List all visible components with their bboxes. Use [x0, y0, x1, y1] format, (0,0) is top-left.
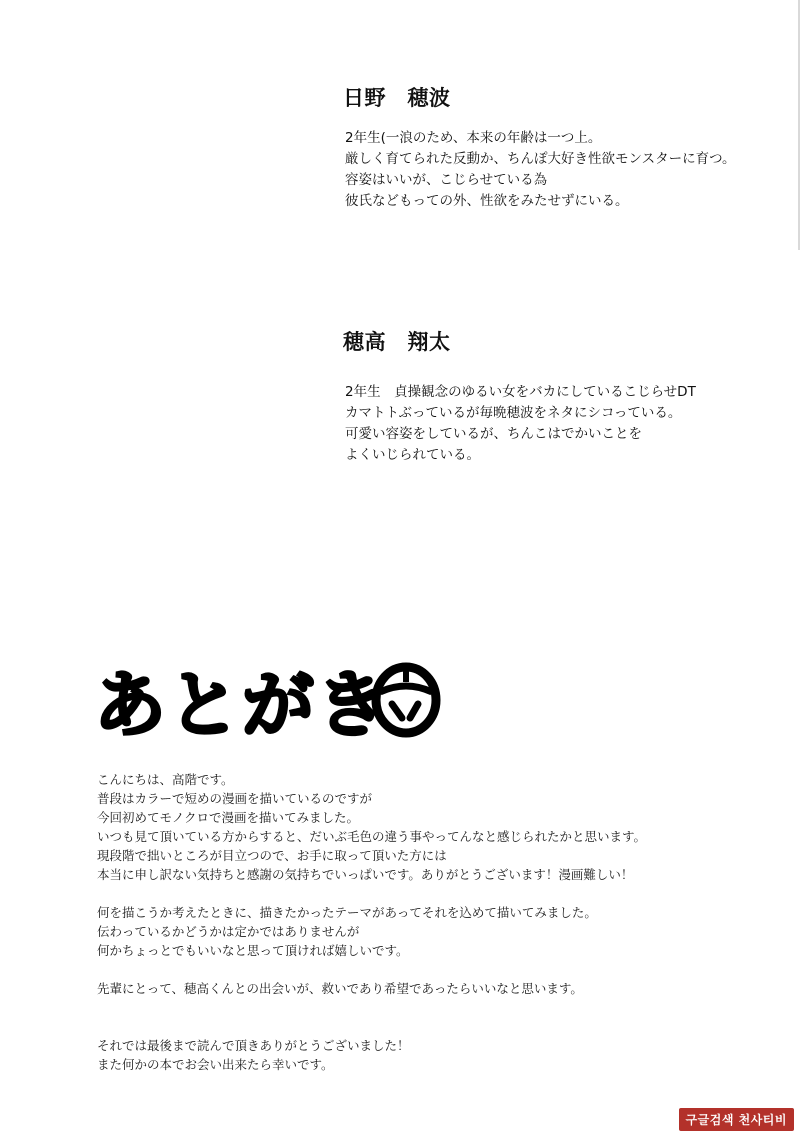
description-line: 2年生 貞操観念のゆるい女をバカにしているこじらせDT — [345, 384, 696, 400]
character-description-shouta — [345, 382, 696, 466]
description-line: 彼氏などもっての外、性欲をみたせずにいる。 — [345, 193, 629, 209]
afterword-line — [97, 960, 646, 979]
afterword-line: 伝わっているかどうかは定かではありませんが — [97, 924, 360, 939]
afterword-title-handwritten — [88, 652, 448, 752]
description-line: よくいじられている。 — [345, 447, 480, 463]
afterword-line — [97, 884, 646, 903]
afterword-line: 何を描こうか考えたときに、描きたかったテーマがあってそれを込めて描いてみました。 — [97, 905, 597, 920]
description-line: カマトトぶっているが毎晩穂波をネタにシコっている。 — [345, 405, 682, 421]
afterword-line: それでは最後まで読んで頂きありがとうございました！ — [97, 1038, 410, 1053]
afterword-line: 何かちょっとでもいいなと思って頂ければ嬉しいです。 — [97, 943, 409, 958]
afterword-line: 先輩にとって、穂高くんとの出会いが、救いであり希望であったらいいなと思います。 — [97, 981, 583, 996]
afterword-body — [97, 770, 646, 1074]
afterword-title-text: あとがき — [94, 663, 391, 747]
character-name-shouta: 穂高 翔太 — [343, 330, 451, 354]
afterword-line: 普段はカラーで短めの漫画を描いているのですが — [97, 791, 373, 806]
watermark-badge: 구글검색 천사티비 — [679, 1108, 794, 1131]
afterword-line — [97, 1017, 646, 1036]
character-description-honami — [345, 128, 736, 212]
description-line: 2年生(一浪のため、本来の年齢は一つ上。 — [345, 130, 602, 146]
description-line: 厳しく育てられた反動か、ちんぽ大好き性欲モンスターに育つ。 — [345, 151, 736, 167]
afterword-line: 本当に申し訳ない気持ちと感謝の気持ちでいっぱいです。ありがとうございます！漫画難しい！ — [97, 867, 634, 882]
afterword-line — [97, 998, 646, 1017]
afterword-line: 現段階で拙いところが目立つので、お手に取って頂いた方には — [97, 848, 447, 863]
afterword-line: いつも見て頂いている方からすると、だいぶ毛色の違う事やってんなと感じられたかと思います。 — [97, 829, 647, 844]
afterword-line: こんにちは、高階です。 — [97, 772, 234, 787]
description-line: 可愛い容姿をしているが、ちんこはでかいことを — [345, 426, 642, 442]
description-line: 容姿はいいが、こじらせている為 — [345, 172, 548, 188]
character-name-honami: 日野 穂波 — [343, 86, 451, 110]
afterword-line: 今回初めてモノクロで漫画を描いてみました。 — [97, 810, 360, 825]
afterword-line: また何かの本でお会い出来たら幸いです。 — [97, 1057, 334, 1072]
